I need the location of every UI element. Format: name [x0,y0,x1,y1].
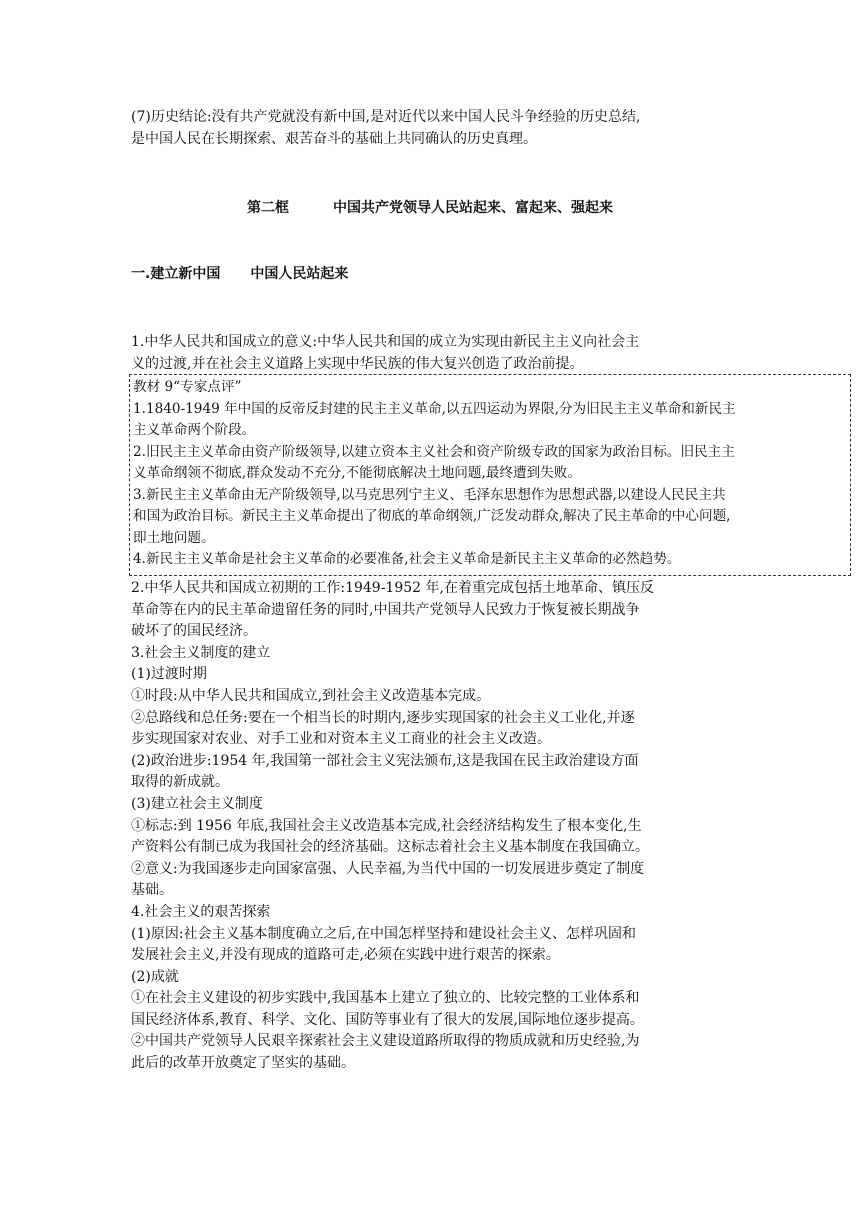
text-line: 产资料公有制已成为我国社会的经济基础。这标志着社会主义基本制度在我国确立。 [131,839,649,856]
text-line: (1)过渡时期 [131,666,207,683]
text-line: 国民经济体系,教育、科学、文化、国防等事业有了很大的发展,国际地位逐步提高。 [131,1011,644,1028]
text-line: ①在社会主义建设的初步实践中,我国基本上建立了独立的、比较完整的工业体系和 [131,990,640,1007]
text-line: (3)建立社会主义制度 [131,795,263,812]
text-line: 此后的改革开放奠定了坚实的基础。 [131,1055,355,1072]
text-line: (7)历史结论:没有共产党就没有新中国,是对近代以来中国人民斗争经验的历史总结, [131,109,641,125]
section-title-text: 中国人民站起来 [250,266,349,282]
text-line: (1)原因:社会主义基本制度确立之后,在中国怎样坚持和建设社会主义、怎样巩固和 [131,925,636,942]
text-line: 是中国人民在长期探索、艰苦奋斗的基础上共同确认的历史真理。 [131,130,537,147]
intro-paragraph [131,107,741,150]
text-line: ②意义:为我国逐步走向国家富强、人民幸福,为当代中国的一切发展进步奠定了制度 [131,860,645,877]
box-line: 教材 9“专家点评” [133,379,242,395]
text-line: 3.社会主义制度的建立 [131,644,271,661]
box-line: 和国为政治目标。新民主主义革命提出了彻底的革命纲领,广泛发动群众,解决了民主革命的中心问题, [133,508,731,524]
text-line: 革命等在内的民主革命遗留任务的同时,中国共产党领导人民致力于恢复被长期战争 [131,601,640,618]
section-title [131,263,348,283]
text-line: 基础。 [131,882,173,899]
text-line: ①标志:到 1956 年底,我国社会主义改造基本完成,社会经济结构发生了根本变化,生 [131,817,642,834]
expert-comment-box [129,374,851,576]
text-line: ①时段:从中华人民共和国成立,到社会主义改造基本完成。 [131,687,491,704]
text-line: 2.中华人民共和国成立初期的工作:1949-1952 年,在着重完成包括土地革命、镇压反 [131,580,654,596]
box-line: 义革命纲领不彻底,群众发动不充分,不能彻底解决土地问题,最终遭到失败。 [133,465,581,481]
text-line: 发展社会主义,并没有现成的道路可走,必须在实践中进行艰苦的探索。 [131,947,560,964]
text-line: ②总路线和总任务:要在一个相当长的时期内,逐步实现国家的社会主义工业化,并逐 [131,709,635,726]
text-line: (2)成就 [131,968,179,985]
box-line: 3.新民主主义革命由无产阶级领导,以马克思列宁主义、毛泽东思想作为思想武器,以建设人民民主共 [133,486,726,503]
box-line: 即土地问题。 [133,529,215,546]
text-line: 步实现国家对农业、对手工业和对资本主义工商业的社会主义改造。 [131,731,551,748]
text-line: (2)政治进步:1954 年,我国第一部社会主义宪法颁布,这是我国在民主政治建设方面 [131,752,639,769]
frame-title-text: 中国共产党领导人民站起来、富起来、强起来 [333,200,613,216]
section-title-label: 一.建立新中国 [131,266,221,282]
text-line: 4.社会主义的艰苦探索 [131,903,271,920]
box-line: 2.旧民主主义革命由资产阶级领导,以建立资本主义社会和资产阶级专政的国家为政治目标。旧民主主 [133,443,735,460]
text-line: 破坏了的国民经济。 [131,623,257,640]
box-line: 主义革命两个阶段。 [133,422,256,438]
box-line: 1.1840-1949 年中国的反帝反封建的民主主义革命,以五四运动为界限,分为旧民主主义革命和新民主 [133,400,736,417]
text-line: 1.中华人民共和国成立的意义:中华人民共和国的成立为实现由新民主主义向社会主 [131,334,640,350]
frame-title-label: 第二框 [247,200,289,216]
box-line: 4.新民主主义革命是社会主义革命的必要准备,社会主义革命是新民主主义革命的必然趋势。 [133,551,681,567]
item-1-paragraph [131,332,741,375]
text-line: 取得的新成就。 [131,774,229,791]
text-line: 义的过渡,并在社会主义道路上实现中华民族的伟大复兴创造了政治前提。 [131,355,584,372]
body-text [131,578,741,1075]
frame-title [0,197,860,217]
text-line: ②中国共产党领导人民艰辛探索社会主义建设道路所取得的物质成就和历史经验,为 [131,1033,640,1050]
